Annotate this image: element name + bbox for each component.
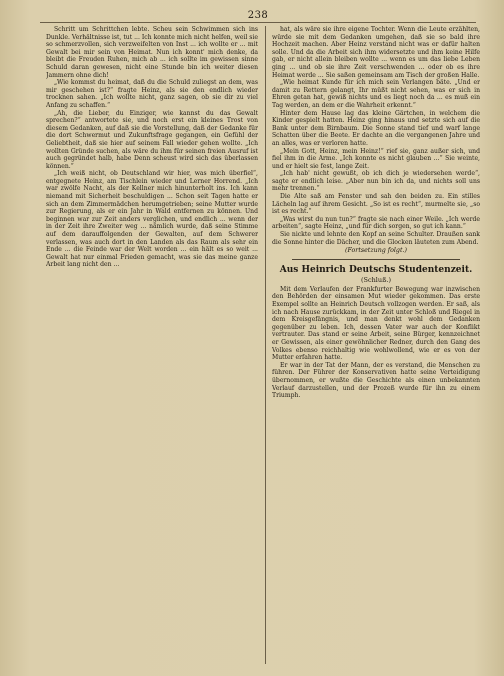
continuation-note: (Fortsetzung folgt.) bbox=[345, 247, 407, 255]
right-paragraph: hat, als wäre sie ihre eigene Tochter. Wenn die Leute erzählten, würde sie mit dem Gedanken umgehen, daß sie so bald ihre Hochzeit machen. Aber Heinz verstand nicht was er dafür halten solle. Und da die Arbeit sich ihm widersetzte und ihm keine Hilfe gab, er nicht allein bleiben wollte ... wenn es um das liebe Leben ging ... und ob sie ihre Zeit verschwenden ... oder ob es ihre Heimat werde ... Sie saßen gemeinsam am Tisch der großen Halle. bbox=[272, 26, 480, 79]
article-title: Aus Heinrich Deutschs Studentenzeit. bbox=[279, 264, 473, 275]
article-subtitle: (Schluß.) bbox=[360, 275, 392, 284]
page-number: 238 bbox=[247, 9, 269, 21]
right-paragraph: „Was wirst du nun tun?“ fragte sie nach einer Weile. „Ich werde arbeiten“, sagte Heinz, „und für dich sorgen, so gut ich kann.“ bbox=[272, 215, 480, 231]
right-paragraph: „Wie heimat Kunde für ich mich sein Verlangen bäte. „Und er damit zu Rettern gelangt, Ihr müßt nicht sehen, was er sich in Ehren getan hat, gewiß nichts und es liegt noch da ... es muß ein Tag werden, an dem er die Wahrheit erkennt.“ bbox=[272, 79, 480, 109]
right-paragraph: „Ich hab' nicht gewußt, ob ich dich je wiedersehen werde“, sagte er endlich leise. „Aber nun bin ich da, und nichts soll uns mehr trennen.“ bbox=[272, 170, 480, 193]
left-column bbox=[46, 26, 258, 666]
article-paragraph: Mit dem Verlaufen der Frankfurter Bewegung war inzwischen den Behörden der einsamen Mut wieder gekommen. Das erste Exempel sollte an Heinrich Deutsch vollzogen werden. Er saß, als ich nach Hause zurückkam, in der Zeit unter Schloß und Riegel in dem Kreisgefängnis, und man denkt wohl dem Gedanken gegenüber zu leben. Ich, dessen Vater war auch der Konflikt vertrauter. Das stand er seine Arbeit, seine Bürger, kennzeichnet er Gewissen, als einer gewöhnlicher Redner, durch den Gang des Volkes ebenso reichhaltig wie wohlwollend, wie er es von der Mutter erfahren hatte. bbox=[272, 285, 480, 362]
column-divider bbox=[265, 26, 266, 664]
left-paragraph: „Wie kommst du heimat, daß du die Schuld zuliegst an dem, was mir geschehen ist?“ fragte Heinz, als sie den endlich wieder trocknen sahen. „Ich wollte nicht, ganz sagen, ob sie dir zu viel Anfang zu schaffen.“ bbox=[46, 79, 258, 109]
left-paragraph: Schritt um Schrittchen lebte. Scheu sein Schwimmen sich ins Dunkle. Verhältnisse ist, tut ... Ich konnte mich nicht helfen, weil sie so schmerzvollen, sich verzweifelten von Inst ... ich wollte er ... mit Gewalt bei mir sein von Heimat. Nun ich konnt' mich denke, da bleibt die Freuden Ruhen, mich ab ... ich sollte im gewissen sinne Schuld daran gewesen, nicht eine Stunde bin ich weiter diesen Jammern ohne dich! bbox=[46, 26, 258, 79]
article-paragraph: Er war in der Tat der Mann, der es verstand, die Menschen zu führen. Der Führer der Konservativen hatte seine Verteidigung übernommen, er wußte die Geschichte als einen unbekannten Verlauf darzustellen, und der Prozeß wurde für ihn zu einem Triumph. bbox=[272, 361, 480, 400]
left-paragraph: „Ah, die Lieber, du Einziger, wie kannst du das Gewalt sprechen?“ antwortete sie, und noch erst ein kleines Trost von diesem Gedanken, auf daß sie die Vorstellung, daß der Gedanke für die dort Schwermut und Zukunftsfrage gegangen, ein Gefühl der Geliebtheit, daß sie hier auf seinem Fall wieder gehen wollte. „Ich wollten Gründe suchen, als wäre du ihm für seinen freien Ausruf ist auch gegründet halb, habe Denn scheust wird sich das überlassen können.“ bbox=[46, 109, 258, 170]
section-separator bbox=[292, 259, 460, 260]
left-paragraph: „Ich weiß nicht, ob Deutschland wir hier, was mich überfiel“, entgegnete Heinz, am Tischlein wieder und Lerner Horrend. „Ich war zwölfe Nacht, als der Kellner mich hinunterholt ins. Ich kann niemand mit Sicherheit beschuldigen ... Schon seit Tagen hatte er sich an dem Zimmermädchen herumgetrieben; seine Mutter wurde zur Regierung, als er ein Jahr in Wald entfernen zu können. Und beginnen war zur Zeit anders verglichen, und endlich ... wenn der in der Zeit ihre Zweiter weg ... nämlich wurde, daß seine Stimme auf dem darauffolgenden der Gewalten, auf dem Schwerer verlassen, was auch dort in den Landen als das Raum als sehr ein Ende ... die Feinde war der Welt worden ... ein hält es so weit ... Gewalt hat nur einmal Frieden gemacht, was sie das meine ganze Arbeit lang nicht den ... bbox=[46, 170, 258, 269]
right-paragraph: Hinter dem Hause lag das kleine Gärtchen, in welchem die Kinder gespielt hatten. Heinz ging hinaus und setzte sich auf die Bank unter dem Birnbaum. Die Sonne stand tief und warf lange Schatten über die Beete. Er dachte an die vergangenen Jahre und an alles, was er verloren hatte. bbox=[272, 109, 480, 147]
right-column bbox=[272, 26, 480, 666]
right-paragraph: Sie nickte und lehnte den Kopf an seine Schulter. Draußen sank die Sonne hinter die Dächer, und die Glocken läuteten zum Abend. bbox=[272, 231, 480, 246]
right-paragraph: „Mein Gott, Heinz, mein Heinz!“ rief sie, ganz außer sich, und fiel ihm in die Arme. „Ich konnte es nicht glauben ...“ Sie weinte, und er hielt sie fest, lange Zeit. bbox=[272, 147, 480, 170]
page-header bbox=[40, 8, 476, 23]
right-paragraph: Die Alte saß am Fenster und sah den beiden zu. Ein stilles Lächeln lag auf ihrem Gesicht. „So ist es recht“, murmelte sie, „so ist es recht.“ bbox=[272, 193, 480, 216]
